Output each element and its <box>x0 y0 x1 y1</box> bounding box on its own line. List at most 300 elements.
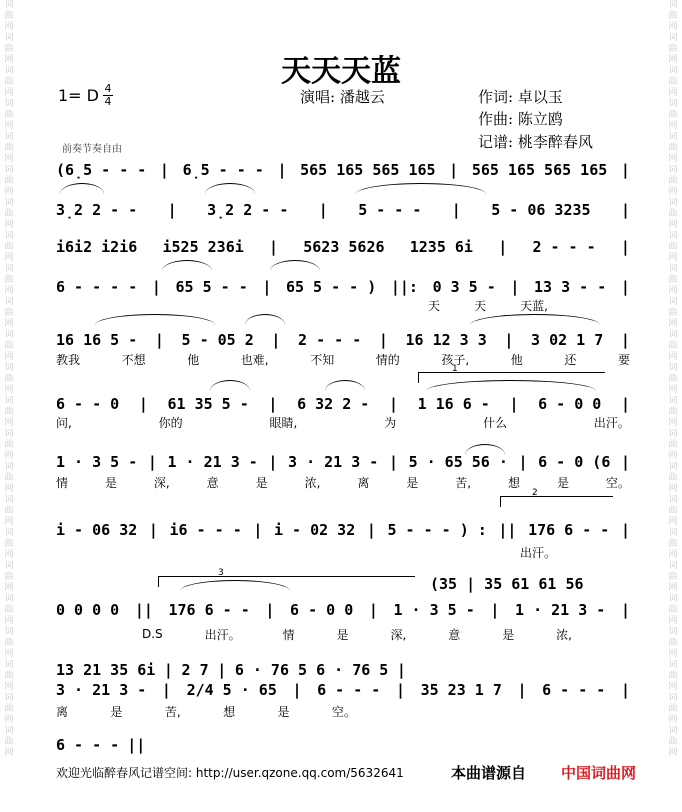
lyric-word: 是 <box>556 475 569 490</box>
lyric-word: 还 <box>564 352 577 367</box>
lyric-line <box>56 351 630 367</box>
watermark-char: 网 <box>4 22 14 32</box>
barline: | <box>147 453 157 471</box>
barline: | <box>498 238 508 256</box>
measure-notes: 65 5 - - ) <box>285 278 377 296</box>
lyric-word: 出汗。 <box>204 627 241 642</box>
barline: | <box>378 331 388 349</box>
time-signature <box>102 83 114 108</box>
watermark-char: 曲 <box>668 308 678 318</box>
watermark-char: 网 <box>668 682 678 692</box>
lyric-word: 要 <box>617 352 630 367</box>
watermark-char: 曲 <box>668 704 678 714</box>
slur <box>95 314 215 325</box>
barline: | <box>620 331 630 349</box>
song-title: 天天天蓝 <box>281 54 401 89</box>
score-line <box>56 520 630 540</box>
watermark-char: 曲 <box>668 506 678 516</box>
lyric-word: 离 <box>56 704 69 719</box>
watermark-char: 曲 <box>668 44 678 54</box>
barline: | <box>268 453 278 471</box>
watermark-char: 词 <box>4 462 14 472</box>
barline: | <box>620 201 630 219</box>
watermark-char: 曲 <box>668 539 678 549</box>
lyric-word: 情 <box>282 627 295 642</box>
barline: | <box>490 601 500 619</box>
measure-notes: 2/4 5 · 65 <box>186 681 277 699</box>
score-line <box>56 237 630 257</box>
measure-notes: 0 3 5 - <box>432 278 496 296</box>
lyric-word: 浓, <box>556 627 572 642</box>
watermark-char: 曲 <box>4 572 14 582</box>
watermark-char: 曲 <box>4 440 14 450</box>
barline: | <box>449 161 459 179</box>
measure-notes: 5 · 65 56 · <box>408 453 508 471</box>
lyric-word: 出汗。 <box>520 545 557 560</box>
watermark-char: 词 <box>668 594 678 604</box>
watermark-char: 词 <box>4 0 14 10</box>
barline: | <box>620 521 630 539</box>
watermark-char: 网 <box>4 55 14 65</box>
slur <box>270 260 320 271</box>
watermark-char: 曲 <box>4 143 14 153</box>
watermark-char: 词 <box>4 363 14 373</box>
barline: | <box>366 521 376 539</box>
watermark-char: 词 <box>668 264 678 274</box>
measure-notes: 61 35 5 - <box>167 395 249 413</box>
lyric-word: 是 <box>255 475 268 490</box>
barline: | <box>292 681 302 699</box>
lyric-word: 问, <box>56 415 72 430</box>
watermark-char: 曲 <box>4 506 14 516</box>
score-line <box>56 735 166 755</box>
watermark-char: 曲 <box>4 407 14 417</box>
watermark-char: 词 <box>4 594 14 604</box>
measure-notes: 176 6 - - <box>168 601 250 619</box>
barline: | <box>388 395 398 413</box>
watermark-char: 曲 <box>4 671 14 681</box>
watermark-char: 曲 <box>4 737 14 747</box>
lyric-word: 他 <box>187 352 200 367</box>
barline: ||: <box>390 278 418 296</box>
barline: | <box>148 521 158 539</box>
watermark-char: 网 <box>4 187 14 197</box>
watermark-char: 网 <box>668 121 678 131</box>
left-watermark <box>2 0 16 812</box>
watermark-char: 词 <box>668 99 678 109</box>
watermark-char: 词 <box>668 693 678 703</box>
watermark-char: 词 <box>668 165 678 175</box>
lyric-word: 空。 <box>331 704 356 719</box>
lyric-word: 天 <box>428 298 441 313</box>
measure-notes: 6 - - - <box>542 681 606 699</box>
watermark-char: 网 <box>4 583 14 593</box>
barline: | <box>277 161 287 179</box>
barline: | <box>368 601 378 619</box>
slur <box>356 183 486 194</box>
watermark-char: 词 <box>668 396 678 406</box>
watermark-char: 曲 <box>668 605 678 615</box>
watermark-char: 网 <box>4 682 14 692</box>
barline: | <box>504 331 514 349</box>
watermark-char: 词 <box>668 363 678 373</box>
watermark-char: 词 <box>668 726 678 736</box>
score-line <box>56 452 630 472</box>
barline: | <box>268 395 278 413</box>
watermark-char: 曲 <box>4 308 14 318</box>
measure-notes: 6 - 0 0 <box>290 601 354 619</box>
barline: | <box>388 453 398 471</box>
barline: | <box>518 453 528 471</box>
watermark-char: 词 <box>668 495 678 505</box>
barline: | <box>517 681 527 699</box>
watermark-char: 网 <box>4 550 14 560</box>
watermark-char: 网 <box>668 616 678 626</box>
measure-notes: 6 - 0 0 <box>538 395 602 413</box>
watermark-char: 曲 <box>4 704 14 714</box>
watermark-char: 曲 <box>668 473 678 483</box>
score-line <box>56 160 630 180</box>
lyric-word: 离 <box>357 475 370 490</box>
barline: | <box>262 278 272 296</box>
measure-notes: 5623 5626 <box>303 238 385 256</box>
watermark-char: 网 <box>4 616 14 626</box>
volta-bracket <box>418 372 605 383</box>
measure-notes: 5 - 05 2 <box>181 331 254 349</box>
measure-notes: 5 - 06 3235 <box>491 201 591 219</box>
measure-notes: 13 3 - - <box>534 278 607 296</box>
watermark-char: 网 <box>4 220 14 230</box>
slur <box>325 380 365 391</box>
watermark-char: 词 <box>668 429 678 439</box>
lyric-word: 天蓝, <box>520 298 548 313</box>
lyric-word: 意 <box>206 475 219 490</box>
measure-notes: 35 23 1 7 <box>420 681 502 699</box>
slur <box>205 183 255 194</box>
barline: | <box>265 601 275 619</box>
watermark-char: 网 <box>668 88 678 98</box>
barline: | <box>395 681 405 699</box>
watermark-char: 曲 <box>4 176 14 186</box>
measure-notes: 3 · 21 3 - <box>56 681 147 699</box>
watermark-char: 词 <box>668 627 678 637</box>
watermark-char: 网 <box>668 385 678 395</box>
barline: || <box>134 601 153 619</box>
lyric-word: 教我 <box>56 352 81 367</box>
lyric-word: 是 <box>406 475 419 490</box>
measure-notes: 2 - - - <box>298 331 362 349</box>
measure-notes: 6 - - - - <box>56 278 138 296</box>
barline: | <box>620 601 630 619</box>
lyric-line <box>428 297 548 313</box>
intro-note: 前奏节奏自由 <box>62 144 122 155</box>
slur <box>470 314 600 325</box>
watermark-char: 词 <box>668 0 678 10</box>
measure-notes: i6 - - - <box>169 521 242 539</box>
watermark-char: 曲 <box>668 275 678 285</box>
watermark-char: 词 <box>668 462 678 472</box>
barline: | <box>217 661 227 679</box>
watermark-char: 网 <box>4 154 14 164</box>
measure-notes: 1 16 6 - <box>417 395 490 413</box>
volta-bracket <box>500 496 613 507</box>
watermark-char: 网 <box>668 748 678 758</box>
watermark-char: 词 <box>668 198 678 208</box>
barline: | <box>318 201 328 219</box>
watermark-char: 词 <box>4 198 14 208</box>
watermark-char: 网 <box>4 352 14 362</box>
barline: | <box>620 161 630 179</box>
measure-notes: 2 7 <box>181 661 209 679</box>
watermark-char: 曲 <box>668 671 678 681</box>
measure-notes: 5 - - - <box>358 201 422 219</box>
watermark-char: 词 <box>4 99 14 109</box>
volta-number: 1 <box>452 364 458 374</box>
watermark-char: 曲 <box>4 11 14 21</box>
lyric-line <box>520 544 580 560</box>
barline: | <box>151 278 161 296</box>
measure-notes: 13 21 35 6i <box>56 661 156 679</box>
watermark-char: 网 <box>668 55 678 65</box>
watermark-char: 曲 <box>668 11 678 21</box>
measure-notes: 6 - - - <box>56 736 120 754</box>
watermark-char: 网 <box>668 649 678 659</box>
watermark-char: 曲 <box>4 44 14 54</box>
lyricist-credit: 作词: 卓以玉 <box>478 88 563 106</box>
watermark-char: 曲 <box>668 737 678 747</box>
measure-notes: i525 236i <box>162 238 244 256</box>
watermark-char: 网 <box>668 220 678 230</box>
score-line <box>56 394 630 414</box>
watermark-char: 网 <box>668 418 678 428</box>
measure-notes: 1 · 3 5 - <box>393 601 475 619</box>
measure-notes: 6̣5 - - - <box>182 161 264 179</box>
watermark-char: 曲 <box>4 605 14 615</box>
watermark-char: 词 <box>668 297 678 307</box>
watermark-char: 词 <box>4 264 14 274</box>
measure-notes: 1 · 21 3 - <box>167 453 258 471</box>
lyric-word: 苦, <box>164 704 181 719</box>
barline: | <box>620 681 630 699</box>
watermark-char: 网 <box>668 715 678 725</box>
watermark-char: 网 <box>4 286 14 296</box>
measure-notes: 1 · 3 5 - <box>56 453 138 471</box>
barline: | <box>167 201 177 219</box>
watermark-char: 曲 <box>4 539 14 549</box>
right-watermark <box>666 0 680 812</box>
watermark-char: 网 <box>668 253 678 263</box>
watermark-char: 网 <box>668 22 678 32</box>
lyric-word: 意 <box>448 627 461 642</box>
measure-notes: 6 - - 0 <box>56 395 120 413</box>
watermark-char: 网 <box>668 517 678 527</box>
watermark-char: 网 <box>668 352 678 362</box>
barline: | <box>271 331 281 349</box>
watermark-char: 词 <box>4 561 14 571</box>
watermark-char: 曲 <box>668 638 678 648</box>
watermark-char: 词 <box>4 231 14 241</box>
measure-notes: i - 06 32 <box>56 521 138 539</box>
composer-credit: 作曲: 陈立鸥 <box>478 110 563 128</box>
lyric-line <box>56 474 630 490</box>
watermark-char: 曲 <box>4 638 14 648</box>
measure-notes: 6 · 76 5 6 · 76 5 <box>234 661 389 679</box>
watermark-char: 曲 <box>668 440 678 450</box>
watermark-char: 曲 <box>668 407 678 417</box>
lyric-word: 也难, <box>240 352 269 367</box>
measure-notes: 1 · 21 3 - <box>515 601 606 619</box>
score-line <box>56 680 630 700</box>
watermark-char: 曲 <box>668 110 678 120</box>
watermark-char: 词 <box>4 429 14 439</box>
volta-number: 2 <box>532 488 538 498</box>
measure-notes: 565 165 565 165 <box>471 161 608 179</box>
measure-notes: 16 16 5 - <box>56 331 138 349</box>
lyric-word: 想 <box>223 704 236 719</box>
score-line <box>56 600 630 620</box>
lyric-word: 不想 <box>121 352 146 367</box>
watermark-char: 词 <box>4 330 14 340</box>
watermark-char: 网 <box>668 484 678 494</box>
watermark-char: 词 <box>4 660 14 670</box>
lyric-word: 出汗。 <box>593 415 630 430</box>
lyric-word: 是 <box>502 627 515 642</box>
lyric-word: 眼睛, <box>269 415 298 430</box>
watermark-char: 网 <box>4 649 14 659</box>
watermark-char: 曲 <box>668 143 678 153</box>
lyric-word: 天 <box>474 298 487 313</box>
footer-welcome: 欢迎光临醉春风记谱空间: http://user.qzone.qq.com/5632641 <box>56 766 404 780</box>
measure-notes: 6 32 2 - <box>297 395 370 413</box>
barline: | <box>620 453 630 471</box>
watermark-char: 词 <box>668 528 678 538</box>
watermark-char: 曲 <box>668 572 678 582</box>
watermark-char: 曲 <box>4 341 14 351</box>
watermark-char: 曲 <box>668 242 678 252</box>
score-line <box>56 200 630 220</box>
watermark-char: 词 <box>668 231 678 241</box>
watermark-char: 词 <box>668 132 678 142</box>
lyric-line <box>56 414 630 430</box>
watermark-char: 网 <box>668 550 678 560</box>
watermark-char: 曲 <box>4 209 14 219</box>
watermark-char: 网 <box>4 319 14 329</box>
watermark-char: 曲 <box>668 176 678 186</box>
barline: | <box>154 331 164 349</box>
watermark-char: 曲 <box>668 209 678 219</box>
site-name: 中国词曲网 <box>561 764 637 782</box>
barline: || <box>498 521 517 539</box>
watermark-char: 词 <box>4 33 14 43</box>
barline: | <box>269 238 279 256</box>
watermark-char: 网 <box>4 451 14 461</box>
measure-notes: 3̣2 2 - - <box>56 201 138 219</box>
slur <box>465 444 505 455</box>
watermark-char: 曲 <box>668 341 678 351</box>
watermark-char: 词 <box>668 660 678 670</box>
watermark-char: 词 <box>4 693 14 703</box>
watermark-char: 网 <box>4 517 14 527</box>
lyric-word: 想 <box>508 475 521 490</box>
volta-bracket <box>158 576 415 587</box>
measure-notes: 65 5 - - <box>175 278 248 296</box>
barline: | <box>509 395 519 413</box>
barline: | <box>620 238 630 256</box>
watermark-char: 网 <box>4 88 14 98</box>
watermark-char: 词 <box>4 165 14 175</box>
lyric-word: 浓, <box>304 475 321 490</box>
measure-notes: 1235 6i <box>409 238 473 256</box>
measure-notes: i - 02 32 <box>273 521 356 539</box>
measure-notes: 3 · 21 3 - <box>288 453 379 471</box>
watermark-char: 网 <box>4 385 14 395</box>
lyric-word: 情 <box>56 475 69 490</box>
watermark-char: 词 <box>4 132 14 142</box>
measure-notes: i6i2 i2i6 <box>56 238 138 256</box>
lyric-word: 什么 <box>483 415 508 430</box>
barline: | <box>161 681 171 699</box>
watermark-char: 词 <box>4 495 14 505</box>
watermark-char: 词 <box>4 627 14 637</box>
measure-notes: 0 0 0 0 <box>56 601 120 619</box>
lyric-word: 是 <box>277 704 290 719</box>
watermark-char: 曲 <box>4 77 14 87</box>
lyric-word: 深, <box>390 627 407 642</box>
lyric-word: 是 <box>104 475 117 490</box>
watermark-char: 词 <box>4 297 14 307</box>
slur <box>162 260 212 271</box>
watermark-char: 曲 <box>668 374 678 384</box>
watermark-char: 网 <box>4 715 14 725</box>
measure-notes: 6 - - - <box>317 681 381 699</box>
measure-notes: 16 12 3 3 <box>405 331 487 349</box>
measure-notes: 5 - - - ) : <box>387 521 487 539</box>
lyric-word: 他 <box>510 352 523 367</box>
score-line <box>56 330 630 350</box>
watermark-char: 网 <box>4 418 14 428</box>
watermark-char: 曲 <box>4 275 14 285</box>
meter-bottom: 4 <box>104 95 112 108</box>
lyric-word: 是 <box>336 627 349 642</box>
measure-notes: 2 - - - <box>532 238 596 256</box>
watermark-char: 曲 <box>668 77 678 87</box>
source-label: 本曲谱源自 <box>451 764 527 782</box>
key-signature: 1= D <box>58 86 99 105</box>
slur <box>245 314 285 325</box>
watermark-char: 网 <box>668 286 678 296</box>
watermark-char: 曲 <box>4 374 14 384</box>
lyric-word: 空。 <box>605 475 630 490</box>
watermark-char: 曲 <box>4 110 14 120</box>
meter-top: 4 <box>104 82 112 95</box>
barline: | <box>159 161 169 179</box>
barline: | <box>396 661 406 679</box>
barline: | <box>620 395 630 413</box>
slur <box>60 183 104 194</box>
watermark-char: 词 <box>4 726 14 736</box>
watermark-char: 网 <box>4 253 14 263</box>
watermark-char: 词 <box>668 561 678 571</box>
watermark-char: 词 <box>4 528 14 538</box>
lyric-word: 你的 <box>158 415 183 430</box>
pickup-notes: (35 | 35 61 61 56 <box>430 575 584 593</box>
score-line <box>56 277 630 297</box>
volta-number: 3 <box>218 568 224 578</box>
watermark-char: 网 <box>668 319 678 329</box>
slur <box>210 380 250 391</box>
watermark-char: 网 <box>668 154 678 164</box>
barline: | <box>163 661 173 679</box>
